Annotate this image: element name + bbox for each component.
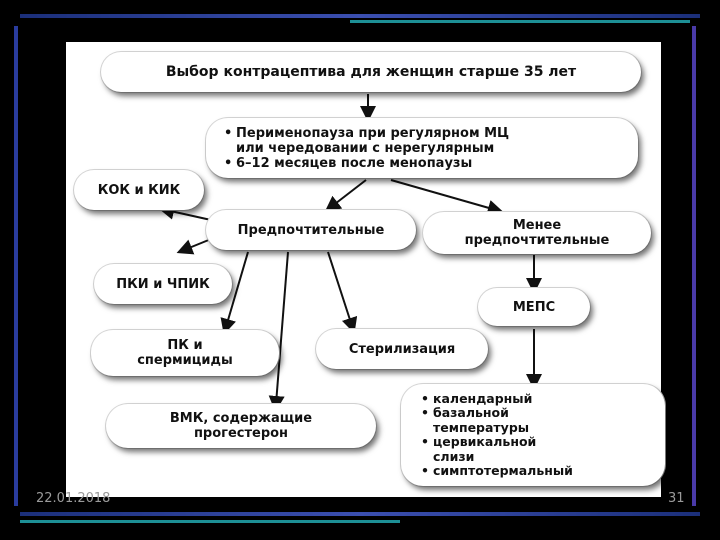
criteria-line-3: • 6–12 месяцев после менопаузы	[236, 156, 509, 171]
arrow-preferred-to-sterilization	[328, 252, 352, 326]
calendar-line-6: • симптотермальный	[433, 464, 573, 479]
meps-label: МЕПС	[512, 299, 556, 315]
footer-date: 22.01.2018	[36, 491, 111, 506]
koc-kik-label: КОК и КИК	[97, 182, 181, 198]
frame-bottom-bar-2	[20, 520, 400, 523]
frame-right-bar	[692, 26, 696, 506]
vmk-line-2: прогестерон	[193, 426, 289, 441]
arrow-preferred-to-vmk	[276, 252, 288, 404]
koc-kik-box	[74, 170, 204, 210]
arrow-preferred-to-koc	[166, 210, 211, 220]
calendar-methods-box	[401, 384, 665, 486]
arrow-criteria-to-less	[391, 180, 496, 210]
arrow-criteria-to-preferred	[331, 180, 366, 207]
frame-bottom-bar	[20, 512, 700, 516]
less-preferred-line-2: предпочтительные	[464, 233, 610, 248]
vmk-line-1: ВМК, содержащие	[169, 411, 313, 426]
calendar-line-5: слизи	[433, 448, 475, 464]
pki-chpik-label: ПКИ и ЧПИК	[116, 276, 210, 292]
meps-box	[478, 288, 590, 326]
diagram-panel	[66, 42, 661, 497]
sterilization-box	[316, 329, 488, 369]
pki-chpik-box	[94, 264, 232, 304]
pk-line-1: ПК и	[167, 338, 203, 353]
preferred-box	[206, 210, 416, 250]
criteria-box	[206, 118, 638, 178]
calendar-line-2: • базальной	[433, 406, 573, 421]
pk-spermicides-box	[91, 330, 279, 376]
calendar-line-3: температуры	[433, 419, 530, 435]
criteria-line-2: или чередовании с нерегулярным	[236, 140, 495, 156]
pk-line-2: спермициды	[137, 353, 233, 368]
title-box	[101, 52, 641, 92]
footer-page-number: 31	[668, 491, 685, 506]
frame-left-bar	[14, 26, 18, 506]
less-preferred-box	[423, 212, 651, 254]
calendar-line-4: • цервикальной	[433, 435, 573, 450]
sterilization-label: Стерилизация	[348, 341, 456, 357]
frame-top-bar	[20, 14, 700, 18]
less-preferred-line-1: Менее	[512, 218, 562, 233]
frame-top-bar-2	[350, 20, 690, 23]
calendar-line-1: • календарный	[433, 392, 573, 407]
criteria-line-1: • Перименопауза при регулярном МЦ	[236, 126, 509, 141]
vmk-progesterone-box	[106, 404, 376, 448]
preferred-label: Предпочтительные	[237, 222, 385, 238]
title-text: Выбор контрацептива для женщин старше 35 лет	[165, 63, 577, 80]
